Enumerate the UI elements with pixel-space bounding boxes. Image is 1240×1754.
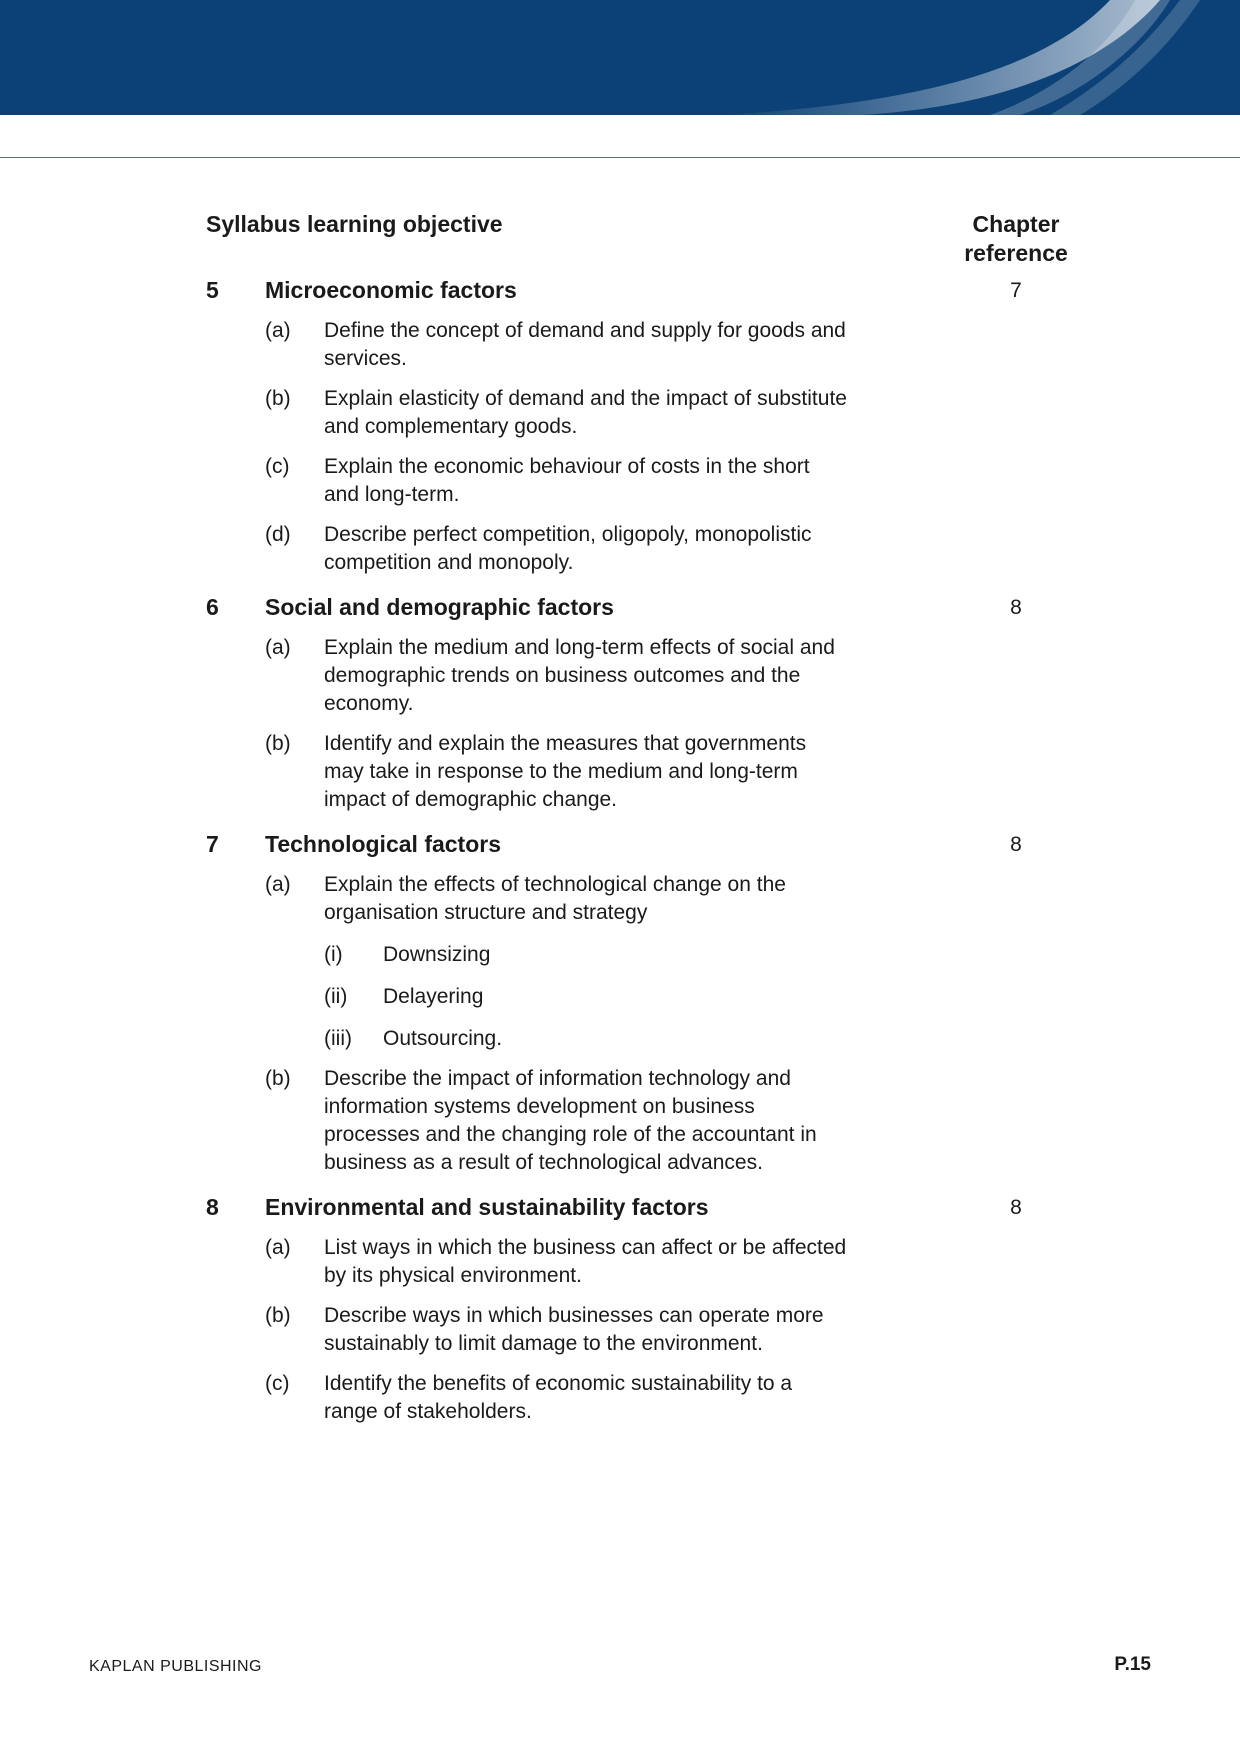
objective-label: (b) [265, 1304, 291, 1327]
objective-item [206, 385, 848, 441]
sub-objective-label: (iii) [324, 1027, 352, 1050]
section-title: Social and demographic factors [265, 594, 614, 620]
sub-objective-item [206, 941, 1106, 969]
objective-text: Describe ways in which businesses can operate more sustainably to limit damage to the environment. [324, 1304, 824, 1355]
footer-publisher: KAPLAN PUBLISHING [89, 1658, 262, 1675]
objective-text: Explain the medium and long-term effects of social and demographic trends on business outcomes and the economy. [324, 636, 835, 715]
section-number: 6 [206, 594, 219, 620]
chapter-reference: 8 [1010, 1196, 1022, 1219]
sub-objective-text: Delayering [383, 985, 484, 1008]
section-heading-row [206, 830, 1106, 859]
chapter-reference: 8 [1010, 833, 1022, 856]
chapter-reference: 7 [1010, 279, 1022, 302]
objective-text: Define the concept of demand and supply for goods and services. [324, 319, 846, 370]
objective-label: (b) [265, 387, 291, 410]
sub-objective-item [206, 983, 1106, 1011]
objective-text: Identify and explain the measures that governments may take in response to the medium and long-term impact of demographic change. [324, 732, 807, 811]
header-rule [0, 157, 1240, 158]
objective-label: (a) [265, 873, 291, 896]
sub-objective-label: (ii) [324, 985, 348, 1008]
section-number: 8 [206, 1194, 219, 1220]
objective-label: (a) [265, 319, 291, 342]
objective-text: Describe perfect competition, oligopoly, monopolistic competition and monopoly. [324, 523, 812, 574]
objective-label: (a) [265, 1236, 291, 1259]
chapter-column-header: Chapter reference [964, 211, 1068, 266]
section-number: 7 [206, 831, 219, 857]
section-heading-row [206, 276, 1106, 305]
objective-column-header: Syllabus learning objective [206, 211, 503, 237]
syllabus-section [206, 1193, 1106, 1426]
objective-label: (c) [265, 1372, 290, 1395]
objective-item [206, 521, 848, 577]
sub-objective-label: (i) [324, 943, 343, 966]
header-banner [0, 0, 1240, 115]
sub-objective-text: Outsourcing. [383, 1027, 503, 1050]
syllabus-table [206, 210, 1106, 1426]
objective-label: (b) [265, 732, 291, 755]
objective-label: (a) [265, 636, 291, 659]
section-number: 5 [206, 277, 219, 303]
objective-text: Explain the economic behaviour of costs in the short and long-term. [324, 455, 810, 506]
objective-item [206, 871, 848, 927]
objective-item [206, 453, 848, 509]
objective-item [206, 1370, 848, 1426]
objective-item [206, 730, 848, 814]
sections-list [206, 276, 1106, 1426]
objective-text: Identify the benefits of economic sustainability to a range of stakeholders. [324, 1372, 793, 1423]
objective-item [206, 1065, 848, 1177]
section-heading-row [206, 593, 1106, 622]
section-heading-row [206, 1193, 1106, 1222]
page-number: P.15 [1114, 1654, 1151, 1675]
sub-objective-item [206, 1025, 1106, 1053]
objective-text: Describe the impact of information technology and information systems development on business processes and the changing role of the accountant in business as a result of technological advances. [324, 1067, 817, 1174]
table-header [206, 210, 1106, 276]
objective-item [206, 1302, 848, 1358]
objective-label: (b) [265, 1067, 291, 1090]
syllabus-section [206, 276, 1106, 577]
section-title: Environmental and sustainability factors [265, 1194, 709, 1220]
objective-text: List ways in which the business can affect or be affected by its physical environment. [324, 1236, 847, 1287]
syllabus-section [206, 593, 1106, 814]
objective-item [206, 1234, 848, 1290]
section-title: Microeconomic factors [265, 277, 517, 303]
objective-item [206, 634, 848, 718]
syllabus-section [206, 830, 1106, 1177]
objective-text: Explain elasticity of demand and the impact of substitute and complementary goods. [324, 387, 847, 438]
chapter-reference: 8 [1010, 596, 1022, 619]
section-title: Technological factors [265, 831, 502, 857]
objective-label: (c) [265, 455, 290, 478]
objective-text: Explain the effects of technological change on the organisation structure and strategy [324, 873, 786, 924]
objective-item [206, 317, 848, 373]
sub-objective-text: Downsizing [383, 943, 491, 966]
objective-label: (d) [265, 523, 291, 546]
